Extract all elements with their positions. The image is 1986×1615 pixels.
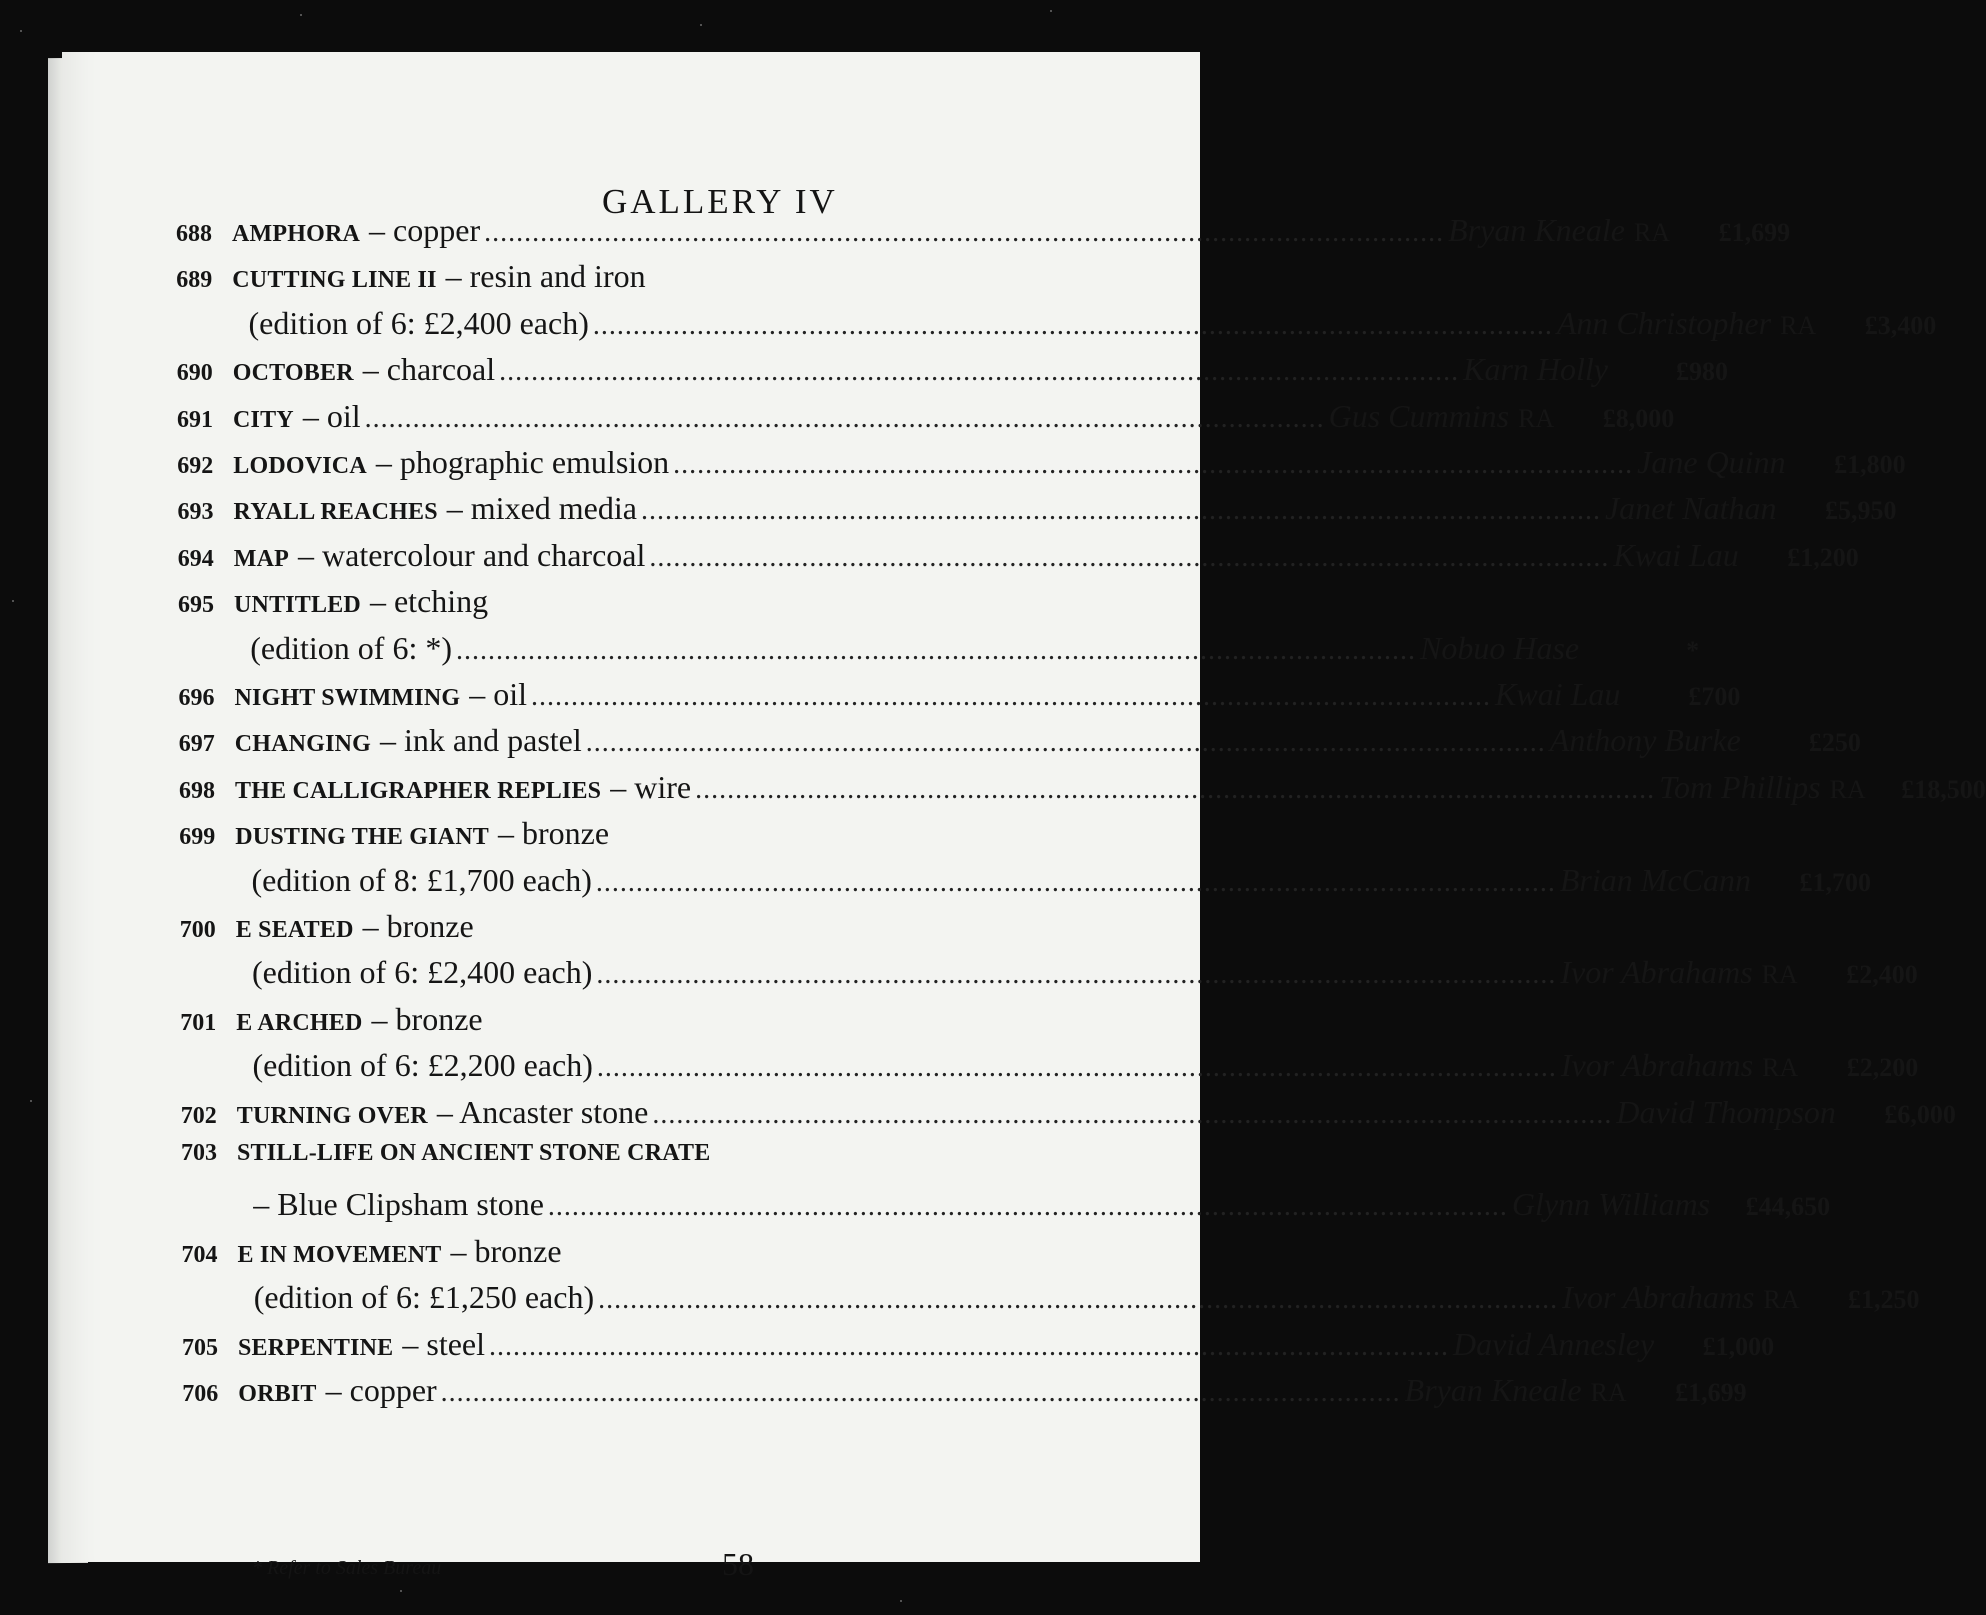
entry-price: £44,650 — [1745, 1192, 1831, 1222]
entry-price: £1,250 — [1848, 1285, 1920, 1315]
entry-artist: Brian McCann — [1559, 861, 1751, 898]
entry-number: 706 — [182, 1381, 219, 1407]
catalogue-row — [176, 258, 1138, 298]
entry-title: LODOVICA — [233, 453, 367, 479]
entry-artist: Kwai Lau — [1613, 536, 1739, 573]
entry-price: £6,000 — [1884, 1099, 1956, 1129]
entry-medium: – bronze — [450, 1232, 562, 1269]
entry-ra: RA — [1762, 1053, 1799, 1083]
entry-edition: (edition of 6: £2,400 each) — [252, 954, 593, 991]
entry-artist: Karn Holly — [1463, 351, 1608, 388]
entry-price: £2,200 — [1846, 1053, 1919, 1083]
entry-number: 692 — [177, 453, 214, 479]
entry-medium: – steel — [402, 1325, 486, 1362]
catalogue-row — [252, 1047, 1919, 1087]
entry-price: £1,700 — [1799, 867, 1871, 897]
entry-edition: (edition of 6: £2,200 each) — [252, 1047, 593, 1084]
book-page — [62, 52, 1986, 1582]
entry-artist: Bryan Kneale — [1448, 212, 1625, 248]
entry-price: * — [1686, 635, 1700, 665]
entry-ra: RA — [1633, 218, 1671, 247]
entry-edition: (edition of 6: £1,250 each) — [253, 1279, 595, 1316]
leader-dots: ........................................................................................................................ — [596, 959, 1557, 991]
entry-artist: Kwai Lau — [1495, 676, 1621, 712]
entry-medium: – phographic emulsion — [375, 444, 670, 480]
entry-title: E ARCHED — [236, 1009, 363, 1036]
catalogue-row — [178, 583, 1140, 623]
entry-title: AMPHORA — [232, 221, 361, 247]
entry-edition: – Blue Clipsham stone — [253, 1186, 544, 1223]
entry-medium: – mixed media — [446, 490, 637, 527]
leader-dots: ........................................................................................................................ — [652, 1098, 1613, 1130]
entry-ra: RA — [1780, 310, 1817, 340]
leader-dots: ........................................................................................................................ — [598, 1284, 1559, 1316]
entry-artist: Ann Christopher — [1556, 304, 1772, 341]
entry-number: 688 — [176, 221, 212, 247]
entry-artist: Anthony Burke — [1549, 722, 1741, 759]
entry-number: 697 — [178, 731, 215, 758]
leader-dots: ........................................................................................................................ — [455, 634, 1416, 666]
entry-artist: Tom Phillips — [1659, 768, 1821, 805]
entry-medium: – ink and pastel — [380, 722, 582, 759]
entry-title: RYALL REACHES — [233, 499, 438, 526]
entry-medium: – copper — [325, 1372, 437, 1408]
entry-title: STILL-LIFE ON ANCIENT STONE CRATE — [237, 1140, 711, 1166]
entry-price: £1,000 — [1702, 1331, 1775, 1361]
entry-title: THE CALLIGRAPHER REPLIES — [235, 777, 602, 804]
entry-medium: – bronze — [362, 908, 474, 944]
entry-medium: – bronze — [497, 815, 610, 852]
catalogue-row — [177, 444, 1906, 484]
entry-number: 690 — [176, 360, 213, 387]
entry-price: £1,699 — [1718, 218, 1791, 247]
entry-artist: Ivor Abrahams — [1560, 954, 1753, 991]
leader-dots: ........................................................................................................................ — [585, 727, 1546, 759]
entry-price: £3,400 — [1864, 310, 1937, 340]
catalogue-row — [177, 536, 1859, 577]
leader-dots: ........................................................................................................................ — [499, 356, 1460, 388]
leader-dots: ........................................................................................................................ — [640, 495, 1601, 527]
entry-number: 702 — [180, 1102, 217, 1129]
catalogue-row — [177, 490, 1897, 530]
leader-dots: ........................................................................................................................ — [484, 217, 1445, 248]
entry-artist: Janet Nathan — [1604, 490, 1777, 527]
catalogue-row — [253, 1186, 1831, 1226]
entry-price: £18,500 — [1901, 774, 1986, 804]
entry-ra: RA — [1518, 403, 1555, 433]
entry-ra: RA — [1763, 1285, 1800, 1315]
catalogue-row — [251, 861, 1871, 902]
catalogue-row — [180, 908, 1142, 948]
entry-title: CUTTING LINE II — [232, 267, 437, 294]
entry-title: CHANGING — [234, 731, 372, 758]
entry-number: 699 — [179, 824, 216, 851]
leader-dots: ........................................................................................................................ — [547, 1191, 1508, 1223]
entry-price: £700 — [1688, 682, 1741, 711]
catalogue-row — [250, 629, 1700, 670]
entry-ra: RA — [1761, 960, 1798, 990]
entry-number: 703 — [181, 1140, 217, 1166]
catalogue-row — [180, 1093, 1956, 1134]
entry-medium: – etching — [369, 583, 489, 620]
leader-dots: ........................................................................................................................ — [649, 541, 1610, 573]
catalogue-row — [253, 1279, 1920, 1319]
entry-title: UNTITLED — [234, 592, 361, 619]
page-heading: GALLERY IV — [602, 182, 838, 221]
entry-price: £8,000 — [1602, 403, 1675, 433]
catalogue-row — [177, 397, 1675, 438]
leader-dots: ........................................................................................................................ — [440, 1377, 1401, 1408]
entry-medium: – bronze — [371, 1000, 483, 1037]
entry-number: 689 — [176, 267, 213, 294]
entry-title: CITY — [233, 406, 294, 433]
entry-artist: Gus Cummins — [1328, 397, 1510, 434]
entry-artist: Bryan Kneale — [1404, 1372, 1582, 1408]
entry-artist: David Annesley — [1453, 1325, 1655, 1362]
catalogue-row — [182, 1325, 1775, 1366]
catalogue-row — [182, 1233, 1144, 1273]
entry-number: 700 — [179, 917, 216, 943]
entry-title: OCTOBER — [232, 360, 354, 387]
entry-medium: – wire — [610, 768, 692, 805]
entry-number: 691 — [177, 406, 213, 433]
entry-medium: – watercolour and charcoal — [298, 536, 646, 573]
catalogue-row — [178, 676, 1741, 716]
entry-price: £2,400 — [1846, 960, 1918, 990]
entry-artist: Ivor Abrahams — [1562, 1279, 1755, 1316]
entry-number: 698 — [179, 777, 215, 804]
catalogue-row — [248, 304, 1937, 345]
entry-title: SERPENTINE — [238, 1334, 394, 1361]
entry-artist: Nobuo Hase — [1419, 629, 1580, 666]
entry-medium: – resin and iron — [445, 258, 646, 295]
entry-number: 695 — [178, 592, 214, 619]
page-number: 58 — [722, 1546, 754, 1582]
entry-artist: David Thompson — [1616, 1093, 1836, 1130]
entry-artist: Jane Quinn — [1637, 444, 1786, 480]
entry-title: ORBIT — [238, 1381, 317, 1407]
entry-title: NIGHT SWIMMING — [234, 685, 461, 711]
entry-edition: (edition of 8: £1,700 each) — [251, 861, 592, 898]
entry-price: £5,950 — [1824, 496, 1897, 526]
catalogue-row — [180, 1001, 1142, 1041]
entry-title: E SEATED — [235, 917, 354, 943]
entry-title: TURNING OVER — [236, 1102, 428, 1129]
entry-number: 704 — [181, 1241, 218, 1268]
entry-number: 705 — [182, 1334, 218, 1361]
entry-edition: (edition of 6: £2,400 each) — [248, 304, 589, 341]
entry-price: £1,200 — [1787, 542, 1859, 572]
catalogue-row — [181, 1140, 1143, 1180]
catalogue-row — [179, 768, 1986, 809]
catalogue-row — [179, 815, 1141, 855]
entry-number: 694 — [177, 545, 214, 572]
entry-medium: – charcoal — [362, 351, 496, 388]
entry-artist: Glynn Williams — [1511, 1186, 1711, 1223]
entry-edition: (edition of 6: *) — [250, 629, 452, 666]
entry-title: E IN MOVEMENT — [237, 1241, 442, 1268]
entry-price: £1,800 — [1834, 450, 1906, 479]
leader-dots: ........................................................................................................................ — [489, 1330, 1450, 1362]
entry-artist: Ivor Abrahams — [1560, 1047, 1754, 1084]
catalogue-row — [252, 954, 1918, 994]
entry-price: £980 — [1676, 357, 1728, 387]
entry-ra: RA — [1590, 1378, 1627, 1407]
footnote: * Refer to Sales Bureau — [252, 1557, 442, 1579]
entry-title: DUSTING THE GIANT — [235, 824, 489, 851]
entry-price: £250 — [1808, 728, 1861, 758]
catalogue-row — [176, 212, 1791, 252]
entry-medium: – oil — [469, 676, 527, 712]
entry-medium: – Ancaster stone — [436, 1093, 649, 1130]
entry-title: MAP — [233, 545, 289, 572]
leader-dots: ........................................................................................................................ — [364, 402, 1325, 434]
leader-dots: ........................................................................................................................ — [531, 681, 1491, 712]
catalogue-row — [182, 1372, 1747, 1412]
leader-dots: ........................................................................................................................ — [695, 773, 1656, 805]
entry-medium: – oil — [302, 397, 361, 434]
entry-number: 696 — [178, 685, 215, 711]
leader-dots: ........................................................................................................................ — [595, 866, 1556, 898]
entry-ra: RA — [1829, 774, 1866, 804]
entry-price: £1,699 — [1675, 1378, 1747, 1407]
catalogue-row — [178, 722, 1861, 762]
entry-number: 693 — [177, 499, 214, 526]
leader-dots: ........................................................................................................................ — [592, 309, 1553, 341]
catalogue-row — [176, 351, 1728, 391]
entry-medium: – copper — [369, 212, 481, 248]
leader-dots: ........................................................................................................................ — [673, 449, 1634, 480]
entry-number: 701 — [180, 1009, 217, 1036]
leader-dots: ........................................................................................................................ — [596, 1052, 1557, 1084]
